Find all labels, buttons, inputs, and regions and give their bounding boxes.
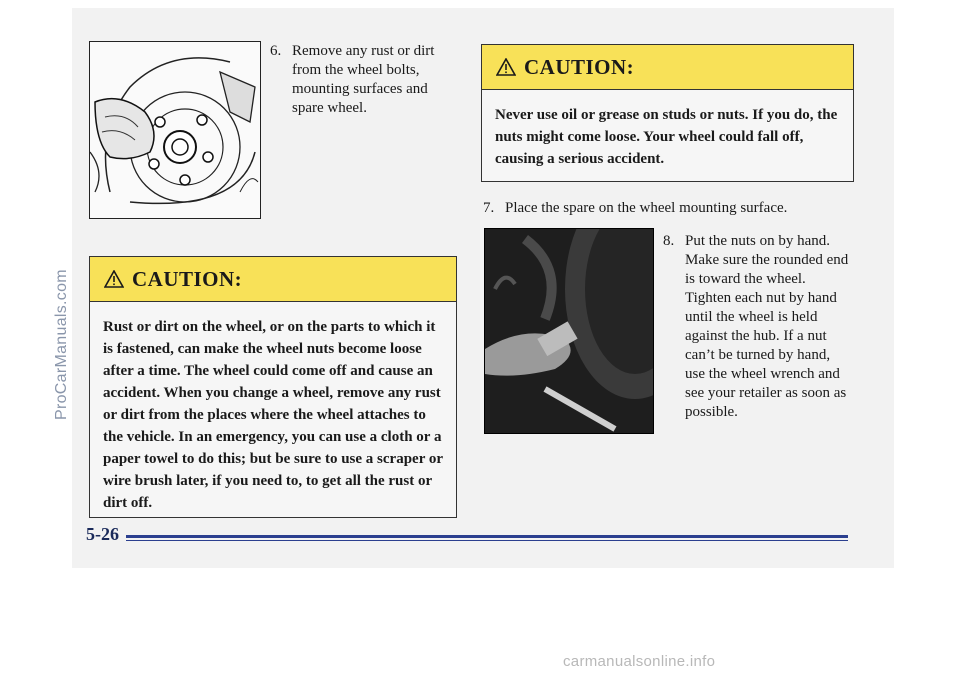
step-text: Place the spare on the wheel mounting surface. [505, 200, 788, 216]
caution-box-rust [89, 256, 457, 518]
caution-body: Rust or dirt on the wheel, or on the parts to which it is fastened, can make the wheel nuts become loose after a time. The wheel could come off and cause an accident. When you change a wheel, remove any rust or dirt from the places where the wheel attaches to the vehicle. In an emergency, you can use a cloth or a paper towel to do this; but be sure to use a scraper or wire brush later, if you need to, to get all the rust or dirt off. [103, 319, 443, 511]
step-number: 6. [270, 43, 282, 59]
caution-body: Never use oil or grease on studs or nuts. If you do, the nuts might come loose. Your wheel could fall off, causing a serious accident. [495, 107, 838, 167]
warning-triangle-icon [496, 58, 516, 76]
warning-triangle-icon [104, 270, 124, 288]
caution-header [482, 45, 853, 90]
side-watermark: ProCarManuals.com [53, 269, 70, 420]
wheel-nut-photo [484, 228, 654, 434]
caution-header [90, 257, 456, 302]
hub-drawing [90, 42, 260, 218]
caution-box-oil [481, 44, 854, 182]
footer-rule-thin [126, 540, 848, 541]
step-text: Remove any rust or dirt from the wheel bolts, mounting surfaces and spare wheel. [292, 43, 435, 116]
hub-cleaning-illustration [89, 41, 261, 219]
step-number: 7. [483, 200, 495, 216]
step-text: Put the nuts on by hand. Make sure the rounded end is toward the wheel. Tighten each nut by hand until the wheel is held against the hub. If a nut can’t be turned by hand, use the wheel wrench and see your retailer as soon as possible. [685, 233, 849, 420]
caution-title: CAUTION: [524, 54, 635, 79]
page-number: 5-26 [86, 524, 119, 544]
footer-watermark: carmanualsonline.info [563, 653, 716, 670]
footer-rule [126, 535, 848, 538]
step-number: 8. [663, 233, 675, 249]
caution-title: CAUTION: [132, 266, 243, 291]
wheel-nut-image [485, 229, 653, 433]
